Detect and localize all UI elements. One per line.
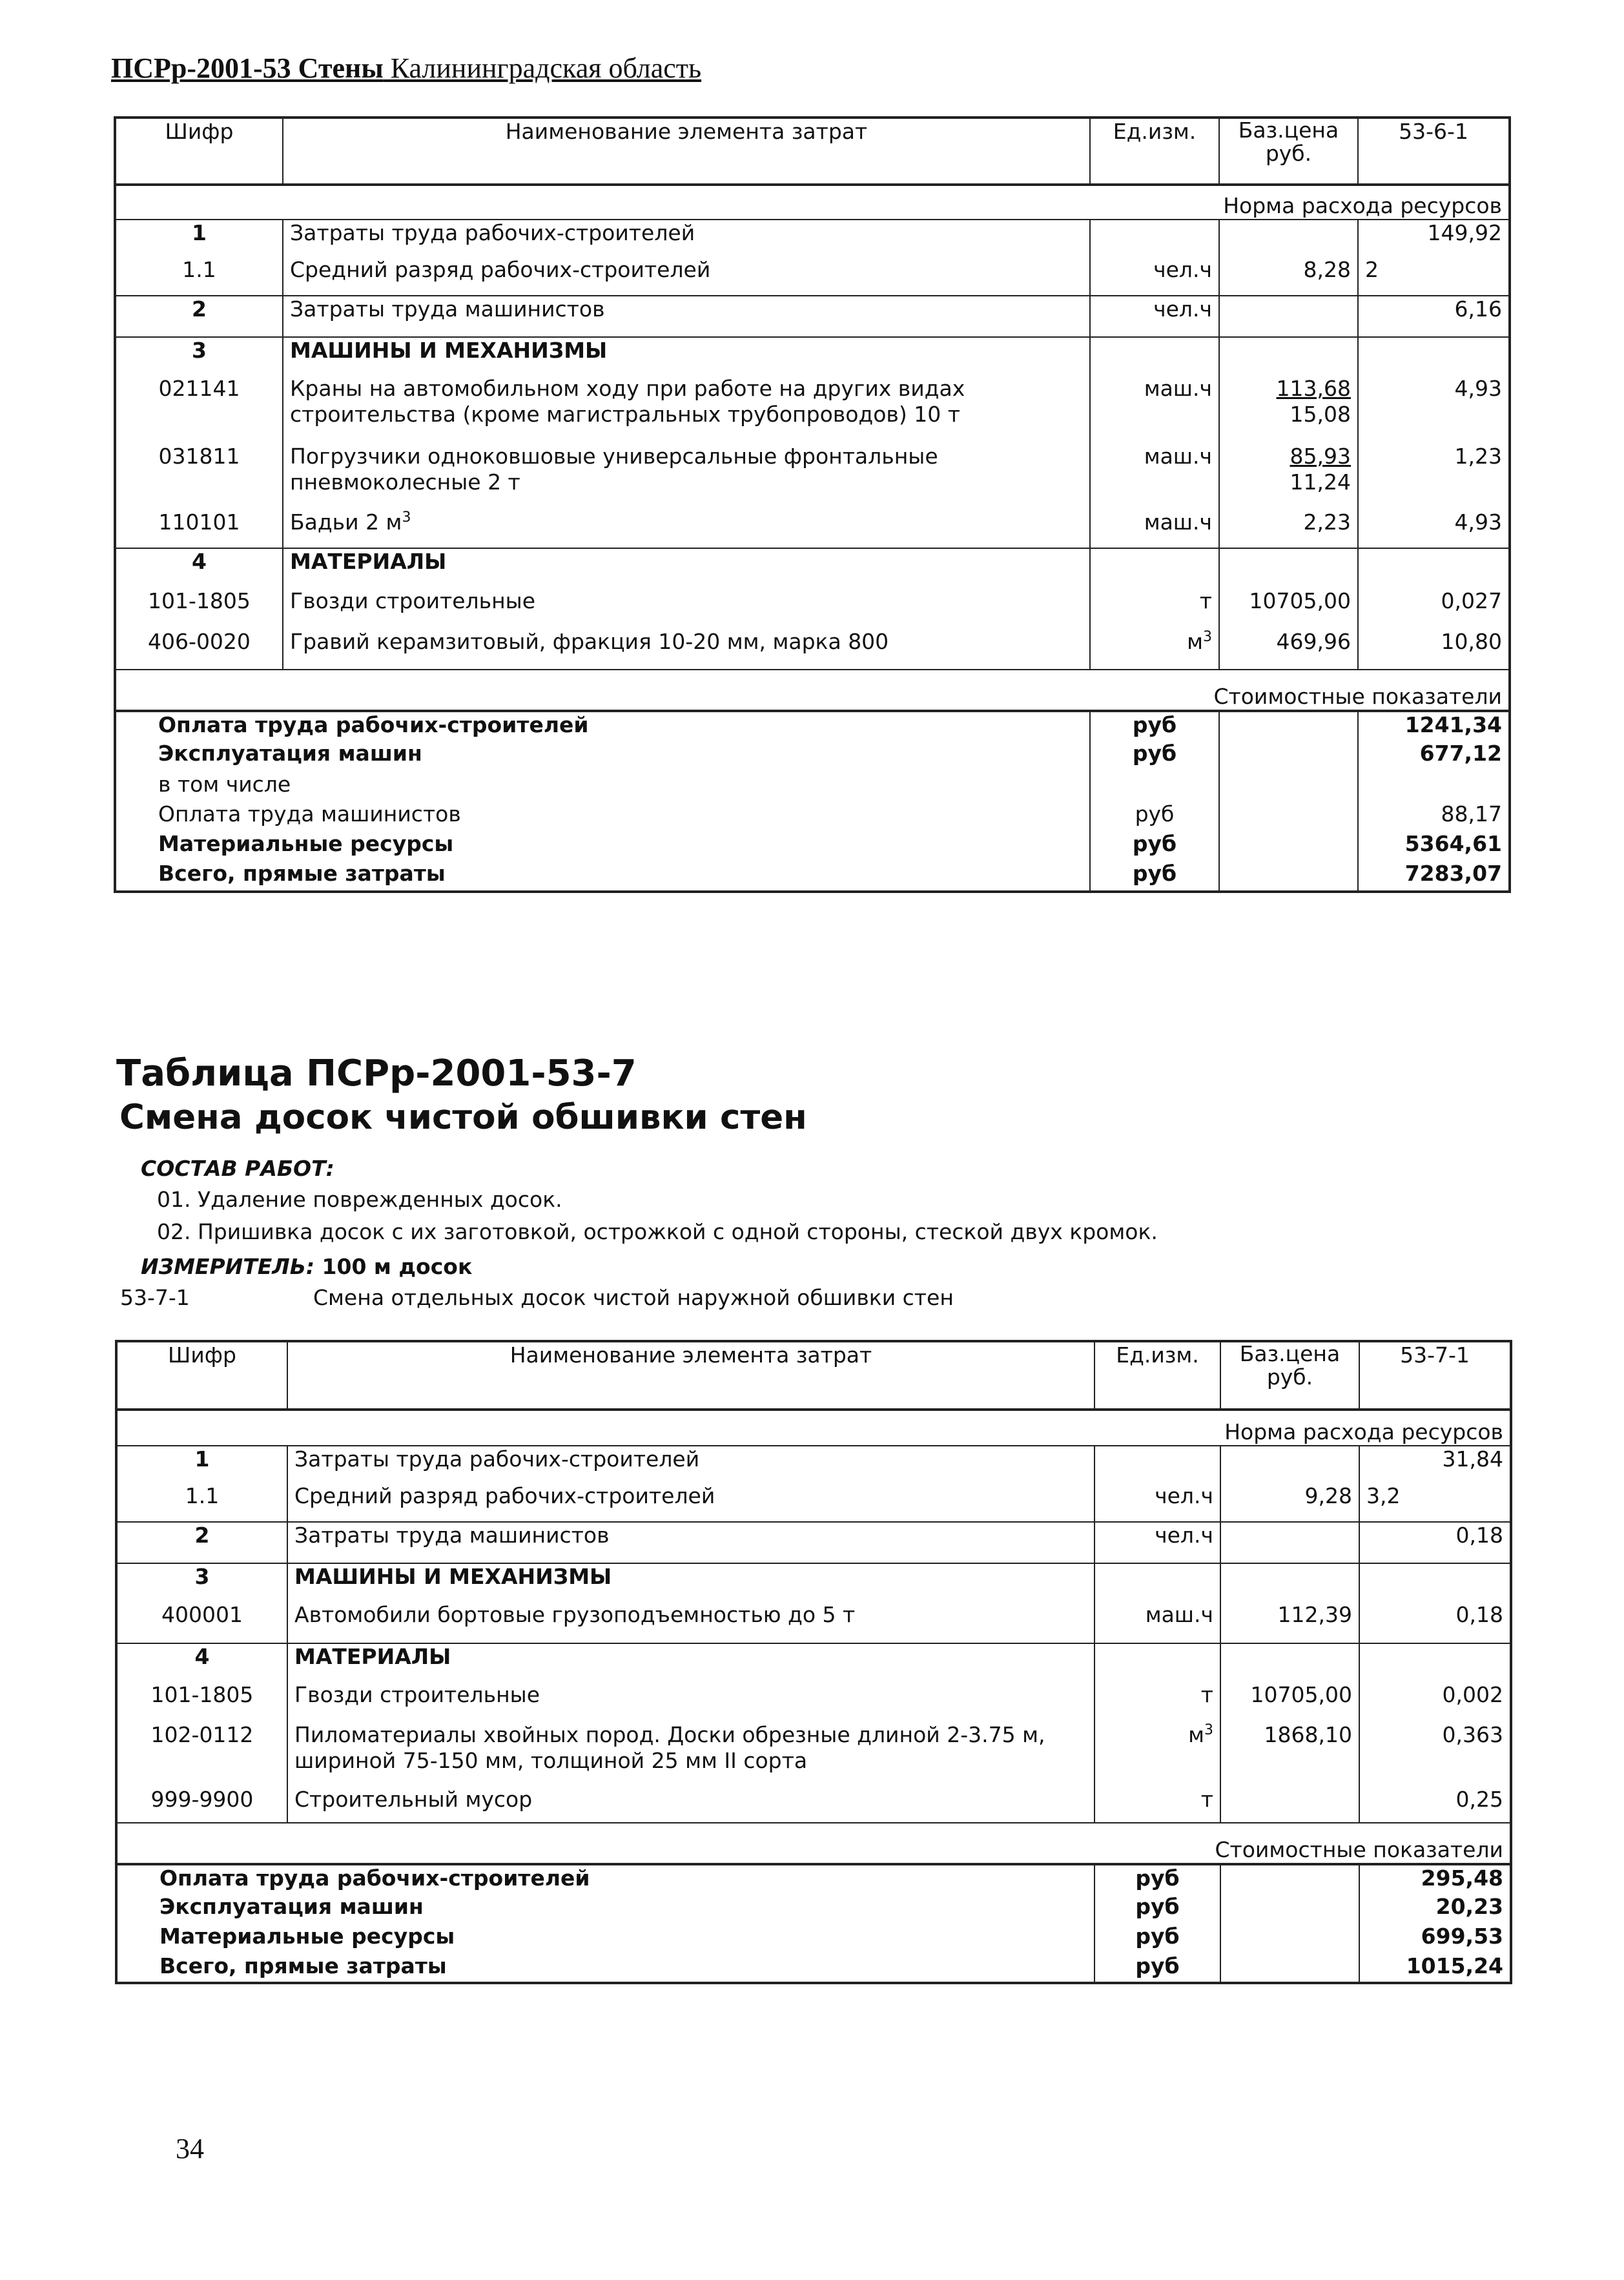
cost-row: Эксплуатация машин руб 677,12 <box>115 741 1510 772</box>
operation-1: 01. Удаление поврежденных досок. <box>157 1187 562 1212</box>
col-code-header: Шифр <box>165 119 234 144</box>
table-row: 400001 Автомобили бортовые грузоподъемностью до 5 т маш.ч 112,39 0,18 <box>116 1602 1511 1643</box>
cost-row: Оплата труда машинистов руб 88,17 <box>115 801 1510 831</box>
cost-label-row <box>116 1823 1511 1864</box>
cost-label: Стоимостные показатели <box>116 1823 1511 1864</box>
cost-row: Эксплуатация машин руб 20,23 <box>116 1894 1511 1924</box>
cost-row: Оплата труда рабочих-строителей руб 1241,34 <box>115 711 1510 741</box>
table-row: 1 Затраты труда рабочих-строителей 31,84 <box>116 1446 1511 1483</box>
cost-row: Всего, прямые затраты руб 1015,24 <box>116 1953 1511 1983</box>
cost-row: Материальные ресурсы руб 699,53 <box>116 1924 1511 1953</box>
measure-line <box>141 1254 472 1279</box>
table-row: 1.1 Средний разряд рабочих-строителей чел.ч 8,28 2 <box>115 257 1510 296</box>
col-name-header: Наименование элемента затрат <box>287 1341 1095 1410</box>
section-row: 3 МАШИНЫ И МЕХАНИЗМЫ <box>116 1563 1511 1602</box>
col-unit-header: Ед.изм. <box>1090 118 1219 185</box>
subtable-name: Смена отдельных досок чистой наружной обшивки стен <box>313 1285 954 1310</box>
norm-label: Норма расхода ресурсов <box>115 185 1510 220</box>
section-row: 4 МАТЕРИАЛЫ <box>116 1643 1511 1682</box>
table-row: 101-1805 Гвозди строительные т 10705,00 0,027 <box>115 588 1510 629</box>
resource-table-53-7-1 <box>115 1340 1512 1984</box>
header-region: Калининградская область <box>383 52 702 84</box>
cost-label: Стоимостные показатели <box>115 670 1510 711</box>
table-header-row <box>115 118 1510 185</box>
table-row: 101-1805 Гвозди строительные т 10705,00 0,002 <box>116 1682 1511 1722</box>
resource-table-53-6-1 <box>114 116 1511 893</box>
section-row: 4 МАТЕРИАЛЫ <box>115 548 1510 588</box>
cost-row: Оплата труда рабочих-строителей руб 295,48 <box>116 1864 1511 1894</box>
col-id-header: 53-7-1 <box>1359 1341 1511 1410</box>
page-header <box>111 52 701 85</box>
norm-label-row <box>115 185 1510 220</box>
page-number: 34 <box>176 2133 204 2164</box>
table-header-row <box>116 1341 1511 1410</box>
col-price-header: Баз.цена руб. <box>1220 1341 1359 1410</box>
table-row: 2 Затраты труда машинистов чел.ч 6,16 <box>115 296 1510 337</box>
table-row: 102-0112 Пиломатериалы хвойных пород. Доски обрезные длиной 2-3.75 м, шириной 75-150 мм, толщиной 25 мм II сорта $м^3$ 1868,10 0,363 <box>116 1722 1511 1787</box>
table-row: 2 Затраты труда машинистов чел.ч 0,18 <box>116 1522 1511 1563</box>
operation-2: 02. Пришивка досок с их заготовкой, острожкой с одной стороны, стеской двух кромок. <box>157 1219 1158 1244</box>
col-price-header: Баз.цена руб. <box>1219 118 1358 185</box>
header-code: ПСРр-2001-53 Стены <box>111 52 384 84</box>
measure-label: ИЗМЕРИТЕЛЬ: <box>141 1254 315 1279</box>
cost-row: Всего, прямые затраты руб 7283,07 <box>115 861 1510 892</box>
measure-value: 100 м досок <box>314 1254 473 1279</box>
section-row: 3 МАШИНЫ И МЕХАНИЗМЫ <box>115 337 1510 376</box>
table-subtitle: Смена досок чистой обшивки стен <box>119 1098 807 1137</box>
norm-label-row <box>116 1410 1511 1446</box>
table-row: 021141 Краны на автомобильном ходу при работе на других видах строительства (кроме магистральных трубопроводов) 10 т маш.ч 113,68 15,08 4,93 <box>115 376 1510 444</box>
col-id-header: 53-6-1 <box>1358 118 1510 185</box>
table-title: Таблица ПСРр-2001-53-7 <box>116 1053 637 1094</box>
col-name-header: Наименование элемента затрат <box>283 118 1090 185</box>
work-composition-label: СОСТАВ РАБОТ: <box>141 1156 334 1181</box>
table-row: 110101 Бадьи 2 $м^3$ маш.ч 2,23 4,93 <box>115 509 1510 548</box>
norm-label: Норма расхода ресурсов <box>116 1410 1511 1446</box>
cost-row: Материальные ресурсы руб 5364,61 <box>115 831 1510 861</box>
table-row: 406-0020 Гравий керамзитовый, фракция 10-20 мм, марка 800 $м^3$ 469,96 10,80 <box>115 629 1510 670</box>
cost-row: в том числе <box>115 772 1510 801</box>
table-row: 1 Затраты труда рабочих-строителей 149,92 <box>115 220 1510 257</box>
col-code-header: Шифр <box>168 1342 236 1368</box>
table-row: 999-9900 Строительный мусор т 0,25 <box>116 1787 1511 1823</box>
subtable-code: 53-7-1 <box>120 1285 190 1310</box>
table-row: 1.1 Средний разряд рабочих-строителей чел.ч 9,28 3,2 <box>116 1483 1511 1522</box>
col-unit-header: Ед.изм. <box>1095 1341 1220 1410</box>
cost-label-row <box>115 670 1510 711</box>
table-row: 031811 Погрузчики одноковшовые универсальные фронтальные пневмоколесные 2 т маш.ч 85,93 11,24 1,23 <box>115 444 1510 509</box>
